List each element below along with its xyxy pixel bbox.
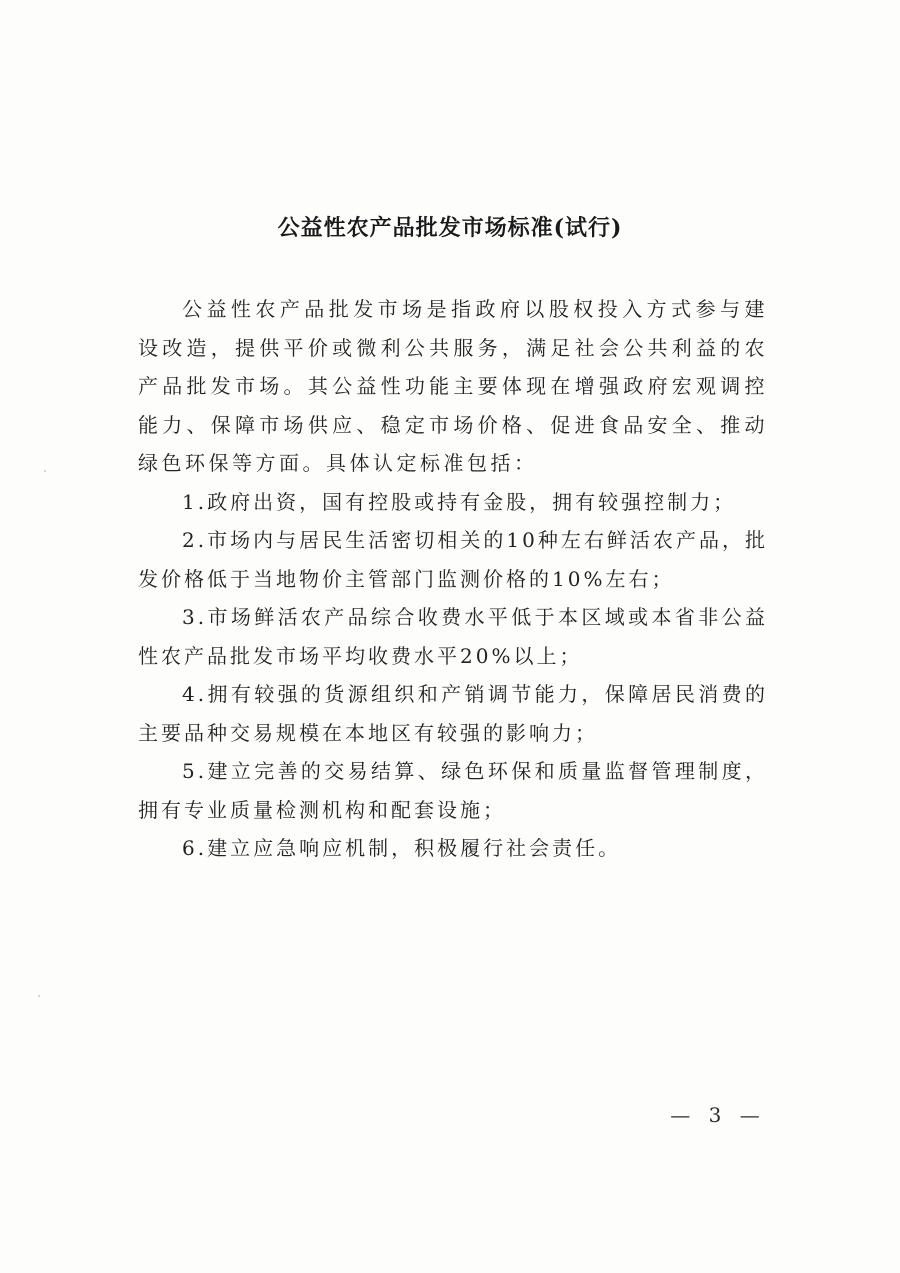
scan-speck xyxy=(38,995,40,997)
criterion-item-4: 4.拥有较强的货源组织和产销调节能力，保障居民消费的主要品种交易规模在本地区有较强的影响力； xyxy=(138,682,768,745)
document-title: 公益性农产品批发市场标准(试行) xyxy=(277,215,623,241)
criterion-item-5: 5.建立完善的交易结算、绿色环保和质量监督管理制度，拥有专业质量检测机构和配套设施； xyxy=(138,759,768,822)
criterion-item-2: 2.市场内与居民生活密切相关的10种左右鲜活农产品，批发价格低于当地物价主管部门监测价格的10%左右； xyxy=(138,528,768,591)
criterion-item-1: 1.政府出资，国有控股或持有金股，拥有较强控制力； xyxy=(182,489,737,514)
scan-speck xyxy=(44,470,46,472)
criterion-item-3: 3.市场鲜活农产品综合收费水平低于本区域或本省非公益性农产品批发市场平均收费水平20%以上； xyxy=(138,605,768,668)
page-number: — 3 — xyxy=(670,1103,766,1127)
criterion-item-6: 6.建立应急响应机制，积极履行社会责任。 xyxy=(182,836,622,860)
document-body xyxy=(138,290,768,868)
intro-paragraph: 公益性农产品批发市场是指政府以股权投入方式参与建设改造，提供平价或微利公共服务，满足社会公共利益的农产品批发市场。其公益性功能主要体现在增强政府宏观调控能力、保障市场供应、稳定市场价格、促进食品安全、推动绿色环保等方面。具体认定标准包括： xyxy=(138,297,768,475)
